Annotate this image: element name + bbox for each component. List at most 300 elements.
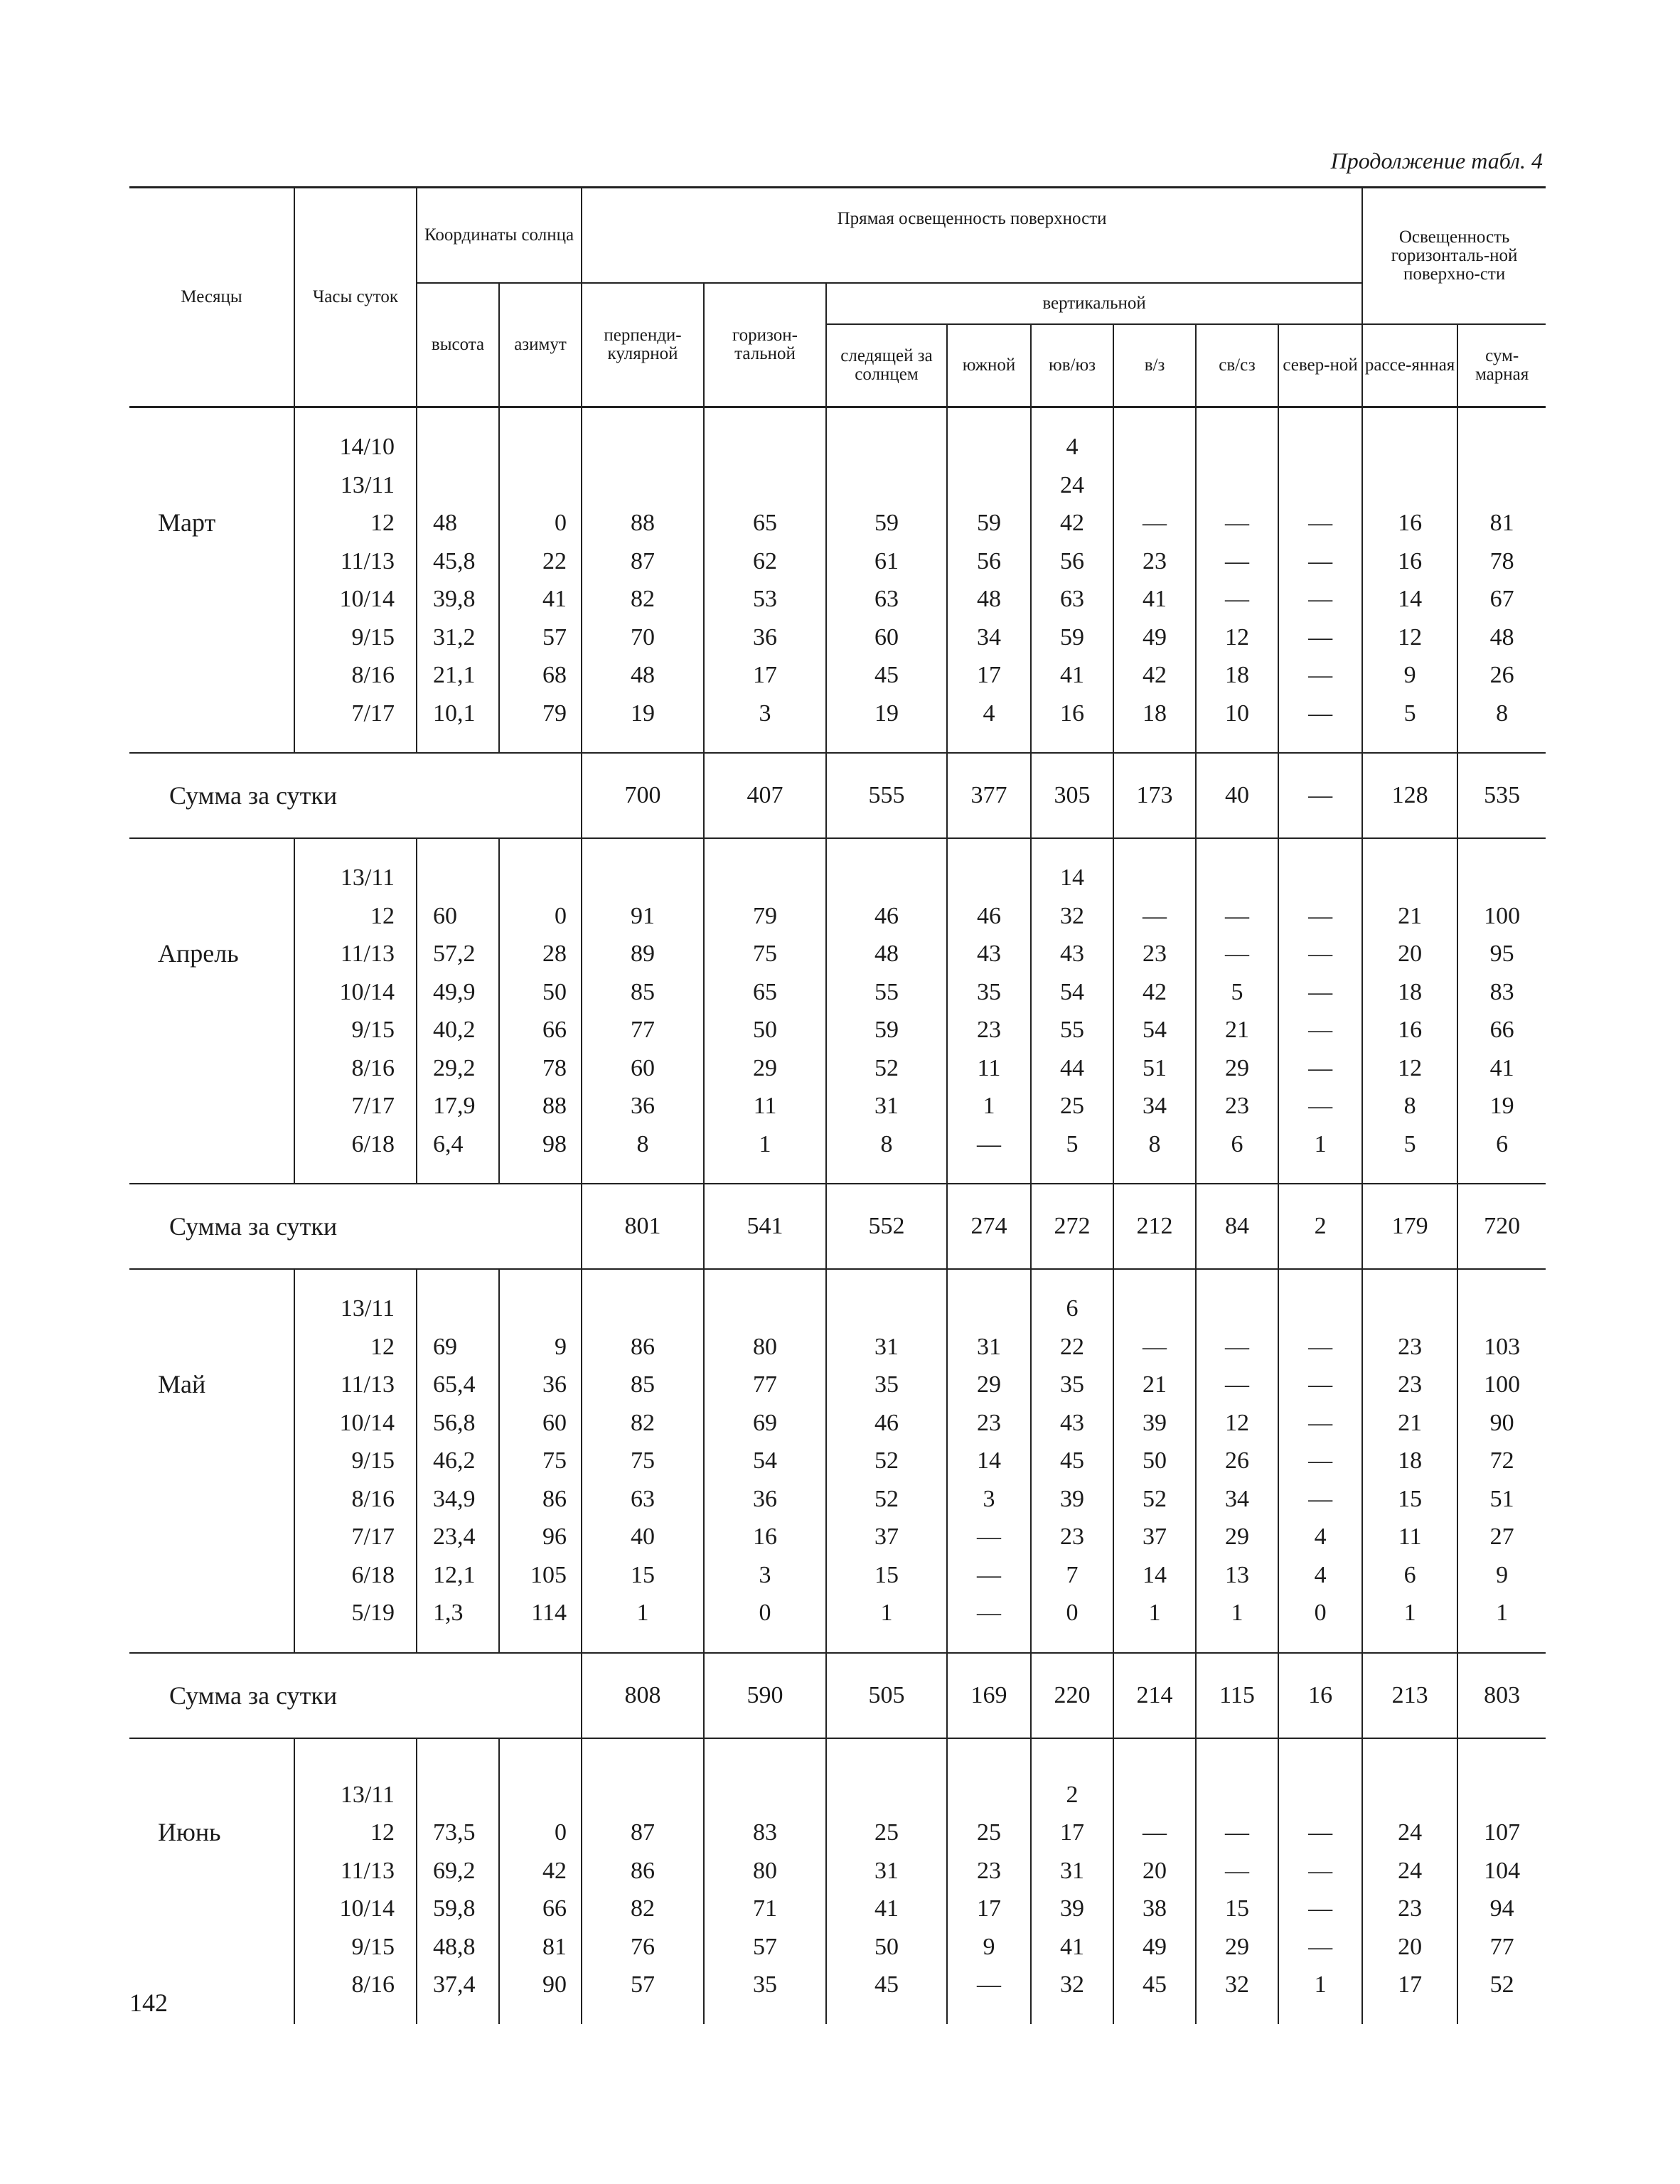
value-cell: 62 [704,542,826,581]
spacer-row [129,1632,1546,1653]
header-perpendicular: перпенди-кулярной [582,283,704,407]
value-cell [947,859,1031,897]
value-cell: 22 [1031,1328,1113,1366]
value-cell: — [947,1518,1031,1556]
value-cell [826,1776,947,1814]
table-row [129,1087,1546,1125]
value-cell: 57 [582,1966,704,2004]
value-cell: — [1278,897,1362,936]
hour-cell: 13/11 [294,1776,417,1814]
value-cell: 13 [1196,1556,1278,1595]
value-cell: — [1278,1442,1362,1480]
value-cell: 0 [1278,1594,1362,1632]
sum-cell: 115 [1196,1653,1278,1738]
header-north: север-ной [1278,324,1362,407]
value-cell [826,428,947,466]
spacer-row [129,2004,1546,2024]
value-cell: 1 [1278,1966,1362,2004]
table-row [129,1366,1546,1404]
hour-cell: 9/15 [294,619,417,657]
value-cell [582,859,704,897]
table-row [129,1966,1546,2004]
value-cell [499,1290,582,1328]
value-cell: 31 [947,1328,1031,1366]
value-cell: 32 [1196,1966,1278,2004]
value-cell: 49,9 [417,973,499,1012]
value-cell: — [1278,1328,1362,1366]
value-cell: 1 [1362,1594,1457,1632]
value-cell: 50 [1113,1442,1196,1480]
value-cell: 6 [1031,1290,1113,1328]
value-cell: 65 [704,973,826,1012]
table-row [129,1776,1546,1814]
value-cell: 75 [499,1442,582,1480]
value-cell: 55 [1031,1011,1113,1049]
value-cell: 32 [1031,897,1113,936]
value-cell: 1 [1113,1594,1196,1632]
value-cell: 48 [582,656,704,695]
value-cell [1113,1776,1196,1814]
value-cell: 3 [704,695,826,733]
value-cell: 56 [947,542,1031,581]
value-cell: 83 [1457,973,1546,1012]
value-cell: 22 [499,542,582,581]
value-cell: 16 [1031,695,1113,733]
table-row [129,466,1546,505]
value-cell: 8 [826,1125,947,1164]
sum-cell: 169 [947,1653,1031,1738]
value-cell: 52 [826,1480,947,1519]
value-cell: 42 [1113,656,1196,695]
header-horizontal-illumination: Освещенность горизонталь-ной поверхно-сти [1362,188,1546,325]
value-cell: 35 [947,973,1031,1012]
value-cell: 48 [1457,619,1546,657]
value-cell: 76 [582,1928,704,1966]
header-tracking: следящей за солнцем [826,324,947,407]
value-cell: 36 [704,619,826,657]
value-cell: 86 [582,1328,704,1366]
value-cell: 25 [947,1814,1031,1852]
value-cell: 56 [1031,542,1113,581]
value-cell: — [1196,935,1278,973]
value-cell: 14 [947,1442,1031,1480]
value-cell: 46 [947,897,1031,936]
value-cell [1196,859,1278,897]
value-cell: 40 [582,1518,704,1556]
value-cell: — [1196,1814,1278,1852]
value-cell: 9 [947,1928,1031,1966]
value-cell: 31 [1031,1852,1113,1890]
value-cell: — [1278,1480,1362,1519]
value-cell: 5 [1196,973,1278,1012]
sum-cell: 700 [582,753,704,838]
value-cell: 59,8 [417,1890,499,1928]
value-cell: 82 [582,1890,704,1928]
hour-cell: 8/16 [294,656,417,695]
sum-cell: 212 [1113,1184,1196,1269]
header-months: Месяцы [181,287,242,306]
value-cell [947,466,1031,505]
value-cell: 42 [499,1852,582,1890]
value-cell: 44 [1031,1049,1113,1088]
value-cell [1457,859,1546,897]
sum-cell: 213 [1362,1653,1457,1738]
value-cell [582,1776,704,1814]
value-cell: 24 [1362,1852,1457,1890]
value-cell: 60 [499,1404,582,1442]
hour-cell: 10/14 [294,1890,417,1928]
value-cell: — [1196,1328,1278,1366]
value-cell: 34 [1113,1087,1196,1125]
value-cell: 103 [1457,1328,1546,1366]
value-cell [1457,466,1546,505]
header-vertical: вертикальной [826,283,1362,324]
hour-cell: 13/11 [294,859,417,897]
value-cell: — [947,1966,1031,2004]
value-cell: 72 [1457,1442,1546,1480]
value-cell: — [947,1125,1031,1164]
value-cell: 10,1 [417,695,499,733]
value-cell: 4 [947,695,1031,733]
value-cell: 20 [1113,1852,1196,1890]
value-cell: 35 [1031,1366,1113,1404]
value-cell: 31 [826,1087,947,1125]
value-cell: 45 [826,656,947,695]
value-cell: 6 [1362,1556,1457,1595]
value-cell: 45 [1031,1442,1113,1480]
value-cell: 9 [499,1328,582,1366]
sum-cell: 272 [1031,1184,1113,1269]
sum-cell: 803 [1457,1653,1546,1738]
hour-cell: 6/18 [294,1556,417,1595]
value-cell: 43 [947,935,1031,973]
value-cell: — [1278,619,1362,657]
value-cell: 82 [582,1404,704,1442]
hour-cell: 10/14 [294,580,417,619]
table-row [129,1814,1546,1852]
value-cell [1278,1290,1362,1328]
value-cell: 10 [1196,695,1278,733]
header-sun-coords: Координаты солнца [417,188,582,284]
sum-cell: 808 [582,1653,704,1738]
value-cell: 17 [947,1890,1031,1928]
value-cell: 61 [826,542,947,581]
value-cell: 21 [1196,1011,1278,1049]
value-cell: 71 [704,1890,826,1928]
value-cell [947,1776,1031,1814]
value-cell: 41 [1457,1049,1546,1088]
value-cell: 1 [826,1594,947,1632]
hour-cell: 6/18 [294,1125,417,1164]
spacer-row [129,1269,1546,1290]
value-cell: 79 [499,695,582,733]
value-cell: 35 [704,1966,826,2004]
value-cell: — [1113,897,1196,936]
value-cell: 54 [1113,1011,1196,1049]
value-cell: 67 [1457,580,1546,619]
value-cell: 0 [499,897,582,936]
value-cell: 3 [704,1556,826,1595]
header-direct-illumination: Прямая освещенность поверхности [582,188,1362,284]
value-cell: 36 [582,1087,704,1125]
value-cell: 32 [1031,1966,1113,2004]
value-cell: 42 [1031,504,1113,542]
value-cell: 12,1 [417,1556,499,1595]
value-cell [826,466,947,505]
value-cell: 11 [1362,1518,1457,1556]
header-south: южной [947,324,1031,407]
value-cell: — [947,1556,1031,1595]
value-cell: 80 [704,1328,826,1366]
value-cell: 35 [826,1366,947,1404]
value-cell: 75 [704,935,826,973]
sum-cell: 40 [1196,753,1278,838]
month-label: Июнь [158,1818,221,1846]
hour-cell: 11/13 [294,1852,417,1890]
value-cell: 12 [1196,1404,1278,1442]
value-cell: 75 [582,1442,704,1480]
value-cell: 59 [1031,619,1113,657]
value-cell: 26 [1457,656,1546,695]
table-row [129,1125,1546,1164]
value-cell: 90 [499,1966,582,2004]
value-cell [1196,1290,1278,1328]
value-cell: — [1278,1011,1362,1049]
table-row [129,619,1546,657]
value-cell: 25 [1031,1087,1113,1125]
value-cell: 23 [1031,1518,1113,1556]
value-cell: 1 [582,1594,704,1632]
value-cell: 17 [1362,1966,1457,2004]
hour-cell: 12 [294,897,417,936]
value-cell: 1 [704,1125,826,1164]
value-cell: 48 [417,504,499,542]
value-cell: 83 [704,1814,826,1852]
value-cell: 50 [704,1011,826,1049]
value-cell: 54 [704,1442,826,1480]
value-cell: 60 [826,619,947,657]
value-cell: 79 [704,897,826,936]
value-cell: 52 [1113,1480,1196,1519]
value-cell: 16 [1362,1011,1457,1049]
table-row [129,1049,1546,1088]
sum-cell: 179 [1362,1184,1457,1269]
hour-cell: 7/17 [294,1087,417,1125]
value-cell: 53 [704,580,826,619]
hour-cell: 11/13 [294,542,417,581]
value-cell: 40,2 [417,1011,499,1049]
value-cell: 49 [1113,619,1196,657]
header-total: сум-марная [1457,324,1546,407]
value-cell: 45,8 [417,542,499,581]
table-row [129,1290,1546,1328]
value-cell: 23,4 [417,1518,499,1556]
table-row [129,695,1546,733]
value-cell: 59 [947,504,1031,542]
value-cell [704,859,826,897]
value-cell [417,428,499,466]
header-azimuth: азимут [499,283,582,407]
value-cell: 27 [1457,1518,1546,1556]
value-cell: — [1278,1404,1362,1442]
value-cell: 107 [1457,1814,1546,1852]
value-cell: — [1278,695,1362,733]
value-cell: 8 [1113,1125,1196,1164]
sum-cell: 274 [947,1184,1031,1269]
value-cell [947,1290,1031,1328]
value-cell: 91 [582,897,704,936]
table-row [129,428,1546,466]
value-cell: 48,8 [417,1928,499,1966]
header-altitude: высота [417,283,499,407]
value-cell: 100 [1457,897,1546,936]
value-cell: 59 [826,1011,947,1049]
value-cell: 0 [499,504,582,542]
value-cell: 14 [1113,1556,1196,1595]
value-cell [1362,1776,1457,1814]
value-cell: 4 [1278,1556,1362,1595]
value-cell: 15 [1196,1890,1278,1928]
value-cell: 46,2 [417,1442,499,1480]
value-cell: 45 [1113,1966,1196,2004]
value-cell: 15 [1362,1480,1457,1519]
value-cell [704,1290,826,1328]
hour-cell: 14/10 [294,428,417,466]
value-cell: 5 [1362,695,1457,733]
month-label: Март [158,508,216,537]
value-cell [704,466,826,505]
value-cell: 1 [1457,1594,1546,1632]
value-cell: 63 [826,580,947,619]
value-cell [1196,1776,1278,1814]
value-cell: 50 [826,1928,947,1966]
table-row [129,1442,1546,1480]
hour-cell: 11/13 [294,935,417,973]
value-cell: 43 [1031,935,1113,973]
value-cell: — [1196,580,1278,619]
value-cell: 86 [582,1852,704,1890]
value-cell: 41 [1031,1928,1113,1966]
sum-cell: 801 [582,1184,704,1269]
value-cell: 46 [826,897,947,936]
value-cell [1278,1776,1362,1814]
value-cell: 41 [1031,656,1113,695]
value-cell: 66 [499,1890,582,1928]
table-row [129,1556,1546,1595]
value-cell: 52 [826,1442,947,1480]
value-cell: 6 [1196,1125,1278,1164]
value-cell: 1 [947,1087,1031,1125]
sum-cell: 720 [1457,1184,1546,1269]
value-cell: 65,4 [417,1366,499,1404]
value-cell: 28 [499,935,582,973]
value-cell [1278,428,1362,466]
table-row [129,1480,1546,1519]
value-cell [1113,1290,1196,1328]
value-cell: 60 [417,897,499,936]
value-cell: 41 [826,1890,947,1928]
value-cell: 4 [1031,428,1113,466]
value-cell [1113,859,1196,897]
hour-cell: 10/14 [294,973,417,1012]
value-cell: — [1113,1814,1196,1852]
value-cell: 73,5 [417,1814,499,1852]
table-row [129,1518,1546,1556]
table-row [129,1890,1546,1928]
value-cell: 41 [499,580,582,619]
hour-cell: 7/17 [294,1518,417,1556]
value-cell: 31 [826,1852,947,1890]
hour-cell: 12 [294,1814,417,1852]
value-cell [826,1290,947,1328]
hour-cell: 7/17 [294,695,417,733]
value-cell: 77 [704,1366,826,1404]
value-cell: 21 [1113,1366,1196,1404]
spacer-row [129,407,1546,429]
value-cell: 78 [1457,542,1546,581]
value-cell: 11 [704,1087,826,1125]
value-cell: 45 [826,1966,947,2004]
table-row [129,1928,1546,1966]
value-cell: — [1278,973,1362,1012]
hour-cell: 10/14 [294,1404,417,1442]
value-cell [499,859,582,897]
value-cell: 85 [582,1366,704,1404]
value-cell: 39,8 [417,580,499,619]
value-cell [582,466,704,505]
value-cell: 21,1 [417,656,499,695]
value-cell: 37 [1113,1518,1196,1556]
value-cell: 51 [1113,1049,1196,1088]
value-cell: 57 [499,619,582,657]
value-cell: 48 [947,580,1031,619]
value-cell [1113,428,1196,466]
value-cell: 31 [826,1328,947,1366]
spacer-row [129,732,1546,753]
value-cell: 100 [1457,1366,1546,1404]
hour-cell: 8/16 [294,1049,417,1088]
value-cell: 23 [947,1011,1031,1049]
hour-cell: 9/15 [294,1442,417,1480]
value-cell: 68 [499,656,582,695]
value-cell: 51 [1457,1480,1546,1519]
value-cell: 37,4 [417,1966,499,2004]
value-cell: — [1278,1852,1362,1890]
value-cell: 81 [1457,504,1546,542]
sum-cell: 552 [826,1184,947,1269]
value-cell: 23 [1362,1366,1457,1404]
table-header [129,188,1546,407]
value-cell: — [1196,1852,1278,1890]
sum-cell: 555 [826,753,947,838]
value-cell: 70 [582,619,704,657]
value-cell: 49 [1113,1928,1196,1966]
table-body [129,407,1546,2024]
table-row [129,1404,1546,1442]
value-cell: 34 [947,619,1031,657]
value-cell: 11 [947,1049,1031,1088]
table-row [129,656,1546,695]
value-cell: 19 [1457,1087,1546,1125]
value-cell: 16 [1362,542,1457,581]
value-cell: 48 [826,935,947,973]
value-cell: 39 [1031,1480,1113,1519]
value-cell: 114 [499,1594,582,1632]
value-cell [704,428,826,466]
value-cell: 15 [582,1556,704,1595]
value-cell: 7 [1031,1556,1113,1595]
value-cell: 23 [1362,1890,1457,1928]
